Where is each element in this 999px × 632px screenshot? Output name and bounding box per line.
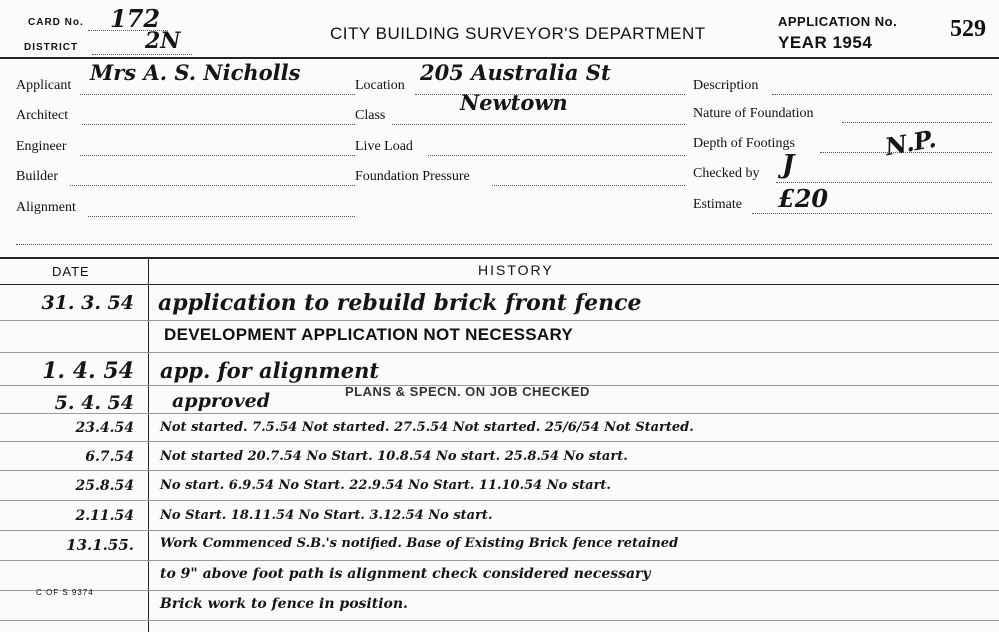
foundation-pressure-label: Foundation Pressure (355, 169, 470, 184)
builder-label: Builder (16, 169, 58, 184)
history-row-date: 25.8.54 (75, 478, 134, 494)
history-row-date: 5. 4. 54 (54, 392, 134, 414)
history-row-date: 31. 3. 54 (41, 292, 134, 314)
architect-label: Architect (16, 108, 69, 123)
history-row-date: 23.4.54 (75, 420, 134, 436)
history-row-text: application to rebuild brick front fence (158, 290, 642, 316)
card-no-value: 172 (110, 4, 161, 33)
description-label: Description (693, 78, 759, 93)
application-no-label: APPLICATION No. (778, 14, 898, 29)
history-row-text: No Start. 18.11.54 No Start. 3.12.54 No start. (160, 508, 493, 523)
history-row-text: approved (172, 390, 270, 412)
year-label: YEAR 1954 (778, 33, 873, 52)
history-row-text: Not started. 7.5.54 Not started. 27.5.54 Not started. 25/6/54 Not Started. (160, 420, 694, 435)
live-load-label: Live Load (355, 139, 413, 154)
department-title: CITY BUILDING SURVEYOR'S DEPARTMENT (330, 24, 706, 43)
district-label: DISTRICT (24, 42, 79, 53)
history-row-text: app. for alignment (160, 358, 380, 383)
depth-note-value: N.P. (882, 123, 939, 162)
history-row-text: Brick work to fence in position. (160, 596, 408, 612)
history-row-date: 1. 4. 54 (42, 358, 134, 384)
nature-of-foundation-label: Nature of Foundation (693, 106, 814, 121)
engineer-label: Engineer (16, 139, 67, 154)
history-row-text: Not started 20.7.54 No Start. 10.8.54 No start. 25.8.54 No start. (160, 449, 628, 464)
development-stamp: DEVELOPMENT APPLICATION NOT NECESSARY (164, 325, 574, 344)
application-no-value: 529 (950, 16, 986, 42)
date-column-header: DATE (52, 264, 90, 279)
history-row-date: 13.1.55. (66, 536, 134, 554)
alignment-label: Alignment (16, 200, 76, 215)
plans-checked-stamp: PLANS & SPECN. ON JOB CHECKED (345, 384, 590, 399)
checked-by-value: J (782, 150, 795, 180)
depth-of-footings-label: Depth of Footings (693, 136, 795, 151)
history-row-date: 6.7.54 (85, 449, 134, 465)
estimate-value: £20 (778, 184, 829, 213)
history-row-text: No start. 6.9.54 No Start. 22.9.54 No Start. 11.10.54 No start. (160, 478, 611, 493)
location-value: 205 Australia St (420, 60, 611, 85)
history-row-text: to 9" above foot path is alignment check considered necessary (160, 566, 651, 582)
history-row-text: Work Commenced S.B.'s notified. Base of Existing Brick fence retained (160, 536, 679, 551)
history-row-date: 2.11.54 (75, 508, 134, 524)
checked-by-label: Checked by (693, 166, 760, 181)
applicant-label: Applicant (16, 78, 72, 93)
card-no-label: CARD No. (28, 17, 84, 28)
form-code: C OF S 9374 (36, 588, 94, 597)
location-label: Location (355, 78, 405, 93)
applicant-value: Mrs A. S. Nicholls (90, 60, 301, 85)
location-suburb-value: Newtown (460, 90, 568, 115)
history-column-header: HISTORY (478, 262, 554, 278)
district-value: 2N (145, 28, 181, 54)
estimate-label: Estimate (693, 197, 742, 212)
class-label: Class (355, 108, 386, 123)
